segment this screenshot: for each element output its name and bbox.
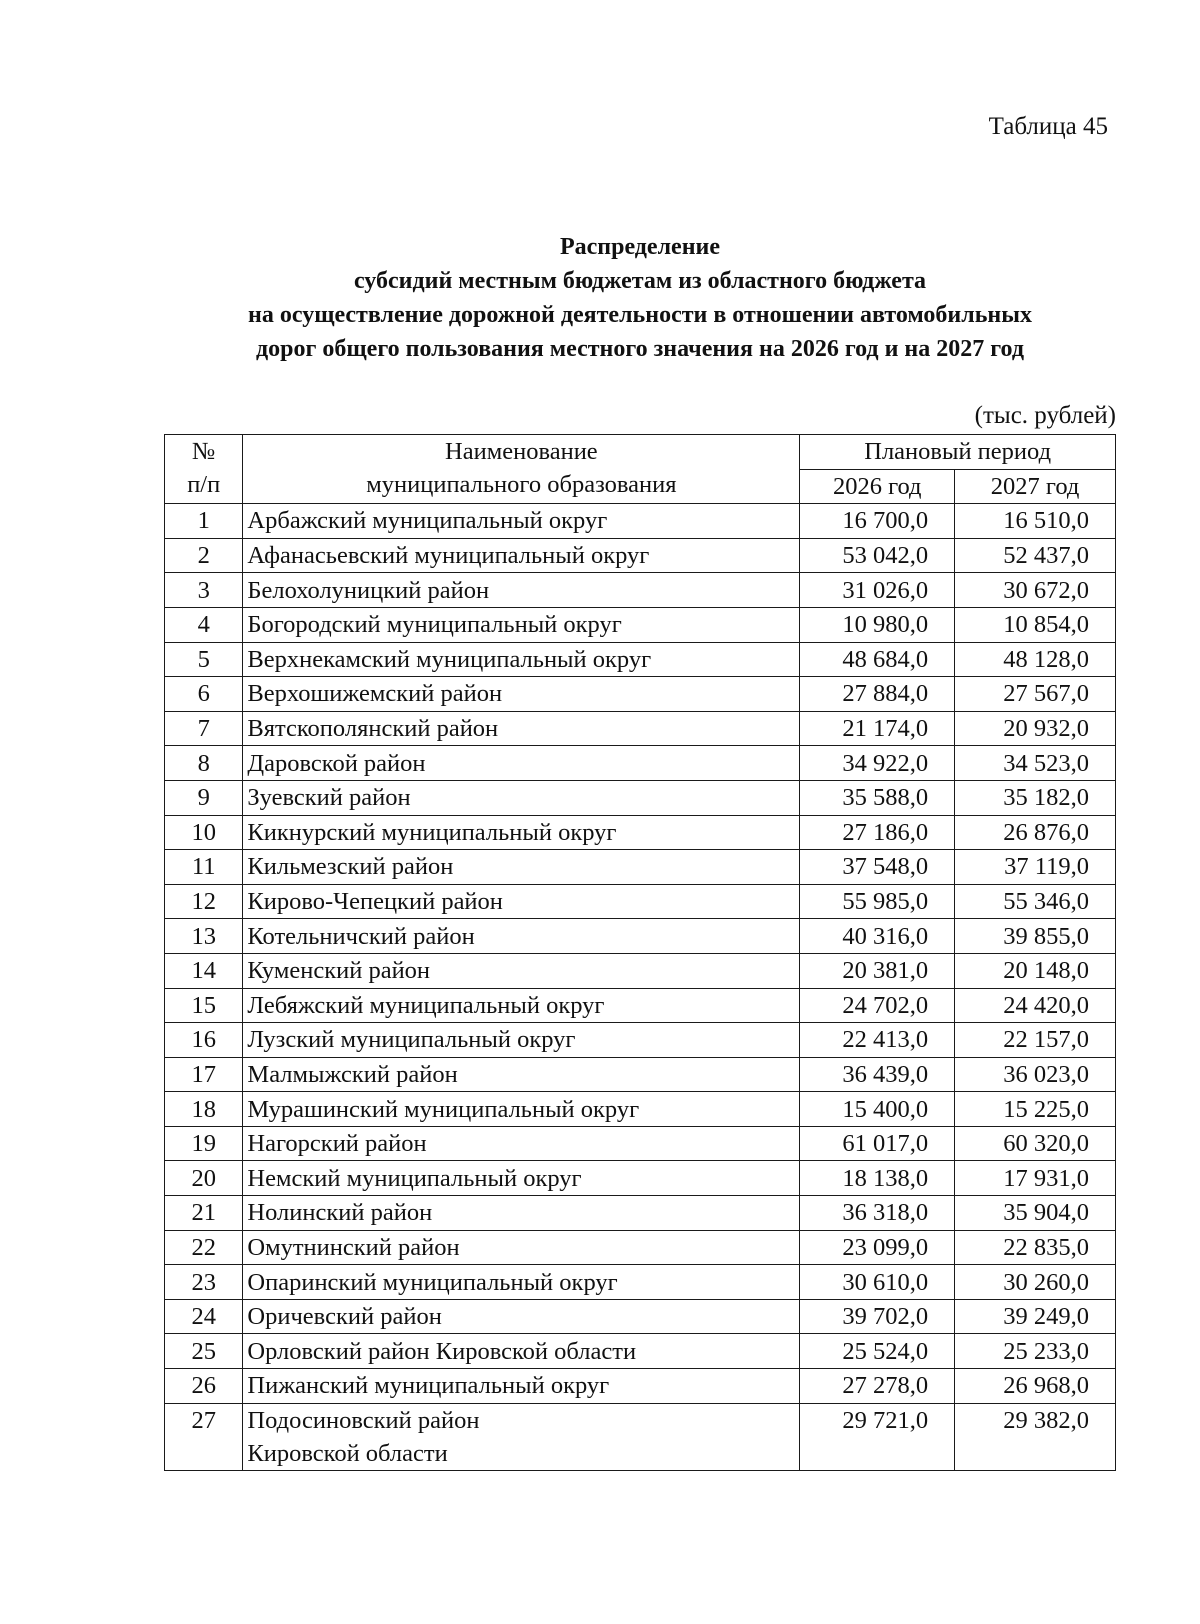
row-number: 4 [165, 607, 243, 642]
row-value-2026: 53 042,0 [800, 538, 955, 573]
row-number: 18 [165, 1092, 243, 1127]
header-name-line-1: Наименование [445, 438, 598, 465]
row-number: 1 [165, 504, 243, 539]
table-row [165, 988, 1116, 1023]
title-line-2: субсидий местным бюджетам из областного бюджета [353, 268, 927, 294]
row-number: 8 [165, 746, 243, 781]
row-value-2026: 27 278,0 [800, 1369, 955, 1404]
row-name: Куменский район [243, 953, 800, 988]
table-row [165, 1092, 1116, 1127]
units-note: (тыс. рублей) [974, 402, 1116, 429]
header-number-abbr: п/п [187, 471, 221, 498]
row-value-2026: 22 413,0 [800, 1023, 955, 1058]
row-number: 23 [165, 1265, 243, 1300]
table-row [165, 642, 1116, 677]
table-row [165, 504, 1116, 539]
row-name: Опаринский муниципальный округ [243, 1265, 800, 1300]
header-name-line-2: муниципального образования [366, 471, 677, 498]
row-value-2026: 18 138,0 [800, 1161, 955, 1196]
row-number: 5 [165, 642, 243, 677]
row-value-2027: 39 249,0 [955, 1299, 1116, 1334]
row-name: Верхошижемский район [243, 677, 800, 712]
row-number: 16 [165, 1023, 243, 1058]
row-value-2026: 48 684,0 [800, 642, 955, 677]
row-number: 20 [165, 1161, 243, 1196]
row-value-2026: 20 381,0 [800, 953, 955, 988]
row-value-2026: 37 548,0 [800, 850, 955, 885]
row-number: 12 [165, 884, 243, 919]
row-name-line-2: Кировской области [247, 1439, 448, 1467]
row-value-2026: 24 702,0 [800, 988, 955, 1023]
row-number: 14 [165, 953, 243, 988]
row-number: 17 [165, 1057, 243, 1092]
table-number-label: Таблица 45 [988, 113, 1108, 140]
table-row [165, 573, 1116, 608]
row-name: Малмыжский район [243, 1057, 800, 1092]
table-row [165, 953, 1116, 988]
row-name: Верхнекамский муниципальный округ [243, 642, 800, 677]
row-value-2027: 22 157,0 [955, 1023, 1116, 1058]
header-year-2027: 2027 год [955, 469, 1116, 504]
row-value-2026: 10 980,0 [800, 607, 955, 642]
row-value-2027: 25 233,0 [955, 1334, 1116, 1369]
row-number: 6 [165, 677, 243, 712]
subsidy-table [164, 434, 1116, 1471]
row-value-2027: 20 932,0 [955, 711, 1116, 746]
row-value-2027: 15 225,0 [955, 1092, 1116, 1127]
table-row [165, 1161, 1116, 1196]
row-number: 13 [165, 919, 243, 954]
row-value-2026: 31 026,0 [800, 573, 955, 608]
row-value-2026: 15 400,0 [800, 1092, 955, 1127]
row-value-2026: 35 588,0 [800, 780, 955, 815]
row-name: Мурашинский муниципальный округ [243, 1092, 800, 1127]
row-name: Пижанский муниципальный округ [243, 1369, 800, 1404]
table-row [165, 607, 1116, 642]
row-name: Кильмезский район [243, 850, 800, 885]
table-row [165, 1023, 1116, 1058]
table-header [165, 435, 1116, 504]
header-period: Плановый период [800, 435, 1116, 470]
table-row [165, 815, 1116, 850]
table-body [165, 504, 1116, 1470]
table-row [165, 884, 1116, 919]
row-value-2027: 22 835,0 [955, 1230, 1116, 1265]
row-value-2026: 40 316,0 [800, 919, 955, 954]
table-row [165, 1230, 1116, 1265]
table-row [165, 1057, 1116, 1092]
row-name: Нагорский район [243, 1126, 800, 1161]
row-value-2026: 27 884,0 [800, 677, 955, 712]
row-number: 7 [165, 711, 243, 746]
table-row [165, 780, 1116, 815]
table-row [165, 1403, 1116, 1470]
row-value-2026: 39 702,0 [800, 1299, 955, 1334]
row-number: 3 [165, 573, 243, 608]
row-name: Арбажский муниципальный округ [243, 504, 800, 539]
row-number: 26 [165, 1369, 243, 1404]
row-value-2026: 29 721,0 [800, 1403, 955, 1470]
title-line-3: на осуществление дорожной деятельности в отношении автомобильных [248, 302, 1032, 328]
row-name: Даровской район [243, 746, 800, 781]
row-value-2026: 27 186,0 [800, 815, 955, 850]
table-row [165, 746, 1116, 781]
row-value-2026: 36 439,0 [800, 1057, 955, 1092]
row-number: 25 [165, 1334, 243, 1369]
row-value-2027: 16 510,0 [955, 504, 1116, 539]
row-value-2027: 24 420,0 [955, 988, 1116, 1023]
row-value-2026: 55 985,0 [800, 884, 955, 919]
row-value-2027: 39 855,0 [955, 919, 1116, 954]
table-row [165, 1369, 1116, 1404]
header-year-2026: 2026 год [800, 469, 955, 504]
row-value-2027: 52 437,0 [955, 538, 1116, 573]
table-row [165, 919, 1116, 954]
row-name: Лебяжский муниципальный округ [243, 988, 800, 1023]
row-value-2027: 20 148,0 [955, 953, 1116, 988]
document-title [160, 230, 1120, 366]
row-value-2027: 35 904,0 [955, 1196, 1116, 1231]
row-name: Афанасьевский муниципальный округ [243, 538, 800, 573]
row-name: Нолинский район [243, 1196, 800, 1231]
row-value-2027: 10 854,0 [955, 607, 1116, 642]
table-row [165, 1196, 1116, 1231]
table-row [165, 850, 1116, 885]
table-row [165, 711, 1116, 746]
row-value-2027: 34 523,0 [955, 746, 1116, 781]
row-value-2026: 30 610,0 [800, 1265, 955, 1300]
table-row [165, 538, 1116, 573]
row-name: Богородский муниципальный округ [243, 607, 800, 642]
row-value-2026: 16 700,0 [800, 504, 955, 539]
row-number: 15 [165, 988, 243, 1023]
row-value-2026: 23 099,0 [800, 1230, 955, 1265]
row-name: Кирово-Чепецкий район [243, 884, 800, 919]
row-value-2027: 30 260,0 [955, 1265, 1116, 1300]
row-value-2027: 27 567,0 [955, 677, 1116, 712]
row-number: 21 [165, 1196, 243, 1231]
row-value-2027: 60 320,0 [955, 1126, 1116, 1161]
row-number: 22 [165, 1230, 243, 1265]
row-value-2027: 26 876,0 [955, 815, 1116, 850]
row-value-2026: 61 017,0 [800, 1126, 955, 1161]
row-value-2026: 21 174,0 [800, 711, 955, 746]
row-name-line-1: Подосиновский район [247, 1406, 480, 1434]
row-value-2026: 25 524,0 [800, 1334, 955, 1369]
row-name [243, 1403, 800, 1470]
row-number: 9 [165, 780, 243, 815]
title-line-1: Распределение [559, 234, 721, 260]
row-value-2027: 35 182,0 [955, 780, 1116, 815]
row-name: Орловский район Кировской области [243, 1334, 800, 1369]
row-value-2027: 36 023,0 [955, 1057, 1116, 1092]
row-number: 11 [165, 850, 243, 885]
row-value-2027: 37 119,0 [955, 850, 1116, 885]
row-number: 27 [165, 1403, 243, 1470]
header-name [243, 435, 800, 504]
table-row [165, 1299, 1116, 1334]
title-line-4: дорог общего пользования местного значения на 2026 год и на 2027 год [256, 336, 1024, 362]
row-name: Немский муниципальный округ [243, 1161, 800, 1196]
row-value-2026: 36 318,0 [800, 1196, 955, 1231]
row-name: Зуевский район [243, 780, 800, 815]
row-value-2027: 55 346,0 [955, 884, 1116, 919]
row-name: Оричевский район [243, 1299, 800, 1334]
row-value-2027: 29 382,0 [955, 1403, 1116, 1470]
table-row [165, 1126, 1116, 1161]
row-value-2027: 17 931,0 [955, 1161, 1116, 1196]
header-number [165, 435, 243, 504]
row-number: 24 [165, 1299, 243, 1334]
row-name: Омутнинский район [243, 1230, 800, 1265]
row-value-2027: 30 672,0 [955, 573, 1116, 608]
table-row [165, 1334, 1116, 1369]
row-number: 19 [165, 1126, 243, 1161]
row-name: Вятскополянский район [243, 711, 800, 746]
row-name: Лузский муниципальный округ [243, 1023, 800, 1058]
row-name: Кикнурский муниципальный округ [243, 815, 800, 850]
header-number-symbol: № [192, 438, 216, 465]
table-row [165, 1265, 1116, 1300]
row-value-2027: 26 968,0 [955, 1369, 1116, 1404]
row-number: 10 [165, 815, 243, 850]
table-row [165, 677, 1116, 712]
row-number: 2 [165, 538, 243, 573]
row-value-2027: 48 128,0 [955, 642, 1116, 677]
row-name: Белохолуницкий район [243, 573, 800, 608]
row-name: Котельничский район [243, 919, 800, 954]
row-value-2026: 34 922,0 [800, 746, 955, 781]
